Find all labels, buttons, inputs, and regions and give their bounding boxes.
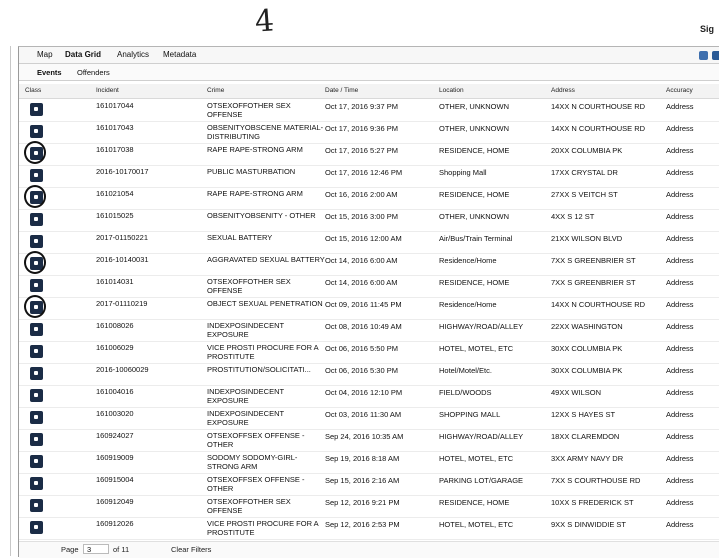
accuracy-cell: Address: [666, 168, 694, 177]
class-icon: [30, 499, 43, 512]
class-icon: [30, 389, 43, 402]
crime-cell: OBSENITYOBSCENE MATERIAL-DISTRIBUTING: [207, 123, 324, 141]
accuracy-cell: Address: [666, 300, 694, 309]
table-row[interactable]: [19, 429, 719, 452]
table-row[interactable]: [19, 253, 719, 276]
incident-cell: 2016-10140031: [96, 255, 149, 264]
accuracy-cell: Address: [666, 234, 694, 243]
accuracy-cell: Address: [666, 520, 694, 529]
address-cell: 10XX S FREDERICK ST: [551, 498, 634, 507]
datetime-cell: Oct 15, 2016 12:00 AM: [325, 234, 402, 243]
col-class-header[interactable]: Class: [25, 87, 42, 94]
incident-cell: 160924027: [96, 431, 134, 440]
accuracy-cell: Address: [666, 366, 694, 375]
datetime-cell: Oct 06, 2016 5:50 PM: [325, 344, 398, 353]
table-row[interactable]: [19, 99, 719, 122]
location-cell: OTHER, UNKNOWN: [439, 124, 509, 133]
class-icon: [30, 521, 43, 534]
crime-cell: INDEXPOSINDECENT EXPOSURE: [207, 321, 284, 339]
handwritten-page-number: 4: [253, 3, 276, 40]
incident-cell: 2016-10060029: [96, 365, 149, 374]
crime-cell: OTSEXOFFSEX OFFENSE - OTHER: [207, 475, 305, 493]
incident-cell: 161014031: [96, 277, 134, 286]
accuracy-cell: Address: [666, 454, 694, 463]
incident-cell: 161017038: [96, 145, 134, 154]
accuracy-cell: Address: [666, 102, 694, 111]
clear-filters-button[interactable]: Clear Filters: [171, 545, 212, 554]
incident-cell: 161017044: [96, 101, 134, 110]
location-cell: Shopping Mall: [439, 168, 487, 177]
crime-cell: RAPE RAPE-STRONG ARM: [207, 145, 303, 154]
address-cell: 14XX N COURTHOUSE RD: [551, 102, 646, 111]
location-cell: Air/Bus/Train Terminal: [439, 234, 513, 243]
datetime-cell: Oct 16, 2016 2:00 AM: [325, 190, 398, 199]
crime-cell: INDEXPOSINDECENT EXPOSURE: [207, 409, 284, 427]
col-accuracy-header[interactable]: Accuracy: [666, 87, 693, 94]
handwritten-circle-mark: [24, 251, 46, 274]
table-row[interactable]: [19, 319, 719, 342]
datetime-cell: Oct 06, 2016 5:30 PM: [325, 366, 398, 375]
address-cell: 49XX WILSON: [551, 388, 602, 397]
accuracy-cell: Address: [666, 322, 694, 331]
class-icon: [30, 125, 43, 138]
crime-cell: AGGRAVATED SEXUAL BATTERY: [207, 255, 325, 264]
handwritten-circle-mark: [24, 141, 46, 164]
incident-cell: 161003020: [96, 409, 134, 418]
crime-cell: OBJECT SEXUAL PENETRATION: [207, 299, 323, 308]
crime-cell: OTSEXOFFOTHER SEX OFFENSE: [207, 101, 291, 119]
location-cell: RESIDENCE, HOME: [439, 498, 510, 507]
accuracy-cell: Address: [666, 344, 694, 353]
datetime-cell: Sep 12, 2016 9:21 PM: [325, 498, 400, 507]
table-row[interactable]: [19, 341, 719, 364]
accuracy-cell: Address: [666, 124, 694, 133]
address-cell: 21XX WILSON BLVD: [551, 234, 623, 243]
address-cell: 27XX S VEITCH ST: [551, 190, 618, 199]
class-icon: [30, 477, 43, 490]
col-datetime-header[interactable]: Date / Time: [325, 87, 359, 94]
address-cell: 9XX S DINWIDDIE ST: [551, 520, 627, 529]
col-location-header[interactable]: Location: [439, 87, 464, 94]
address-cell: 30XX COLUMBIA PK: [551, 366, 623, 375]
location-cell: OTHER, UNKNOWN: [439, 102, 509, 111]
datetime-cell: Sep 24, 2016 10:35 AM: [325, 432, 404, 441]
table-row[interactable]: [19, 385, 719, 408]
incident-cell: 160915004: [96, 475, 134, 484]
crime-cell: OTSEXOFFOTHER SEX OFFENSE: [207, 277, 291, 295]
datetime-cell: Sep 15, 2016 2:16 AM: [325, 476, 400, 485]
table-row[interactable]: [19, 275, 719, 298]
table-row[interactable]: [19, 407, 719, 430]
crime-cell: VICE PROSTI PROCURE FOR A PROSTITUTE: [207, 519, 319, 537]
class-icon: [30, 411, 43, 424]
location-cell: HOTEL, MOTEL, ETC: [439, 520, 514, 529]
table-row[interactable]: [19, 517, 719, 540]
location-cell: FIELD/WOODS: [439, 388, 492, 397]
accuracy-cell: Address: [666, 212, 694, 221]
incident-cell: 2016-10170017: [96, 167, 149, 176]
location-cell: Residence/Home: [439, 256, 497, 265]
datetime-cell: Oct 14, 2016 6:00 AM: [325, 278, 398, 287]
class-icon: [30, 345, 43, 358]
location-cell: HOTEL, MOTEL, ETC: [439, 344, 514, 353]
address-cell: 7XX S GREENBRIER ST: [551, 256, 636, 265]
tab-offenders[interactable]: Offenders: [77, 68, 110, 77]
datetime-cell: Oct 17, 2016 9:37 PM: [325, 102, 398, 111]
datetime-cell: Oct 17, 2016 5:27 PM: [325, 146, 398, 155]
datetime-cell: Oct 04, 2016 12:10 PM: [325, 388, 403, 397]
main-tab-bar: [19, 47, 719, 64]
incident-cell: 2017-01150221: [96, 233, 148, 242]
accuracy-cell: Address: [666, 476, 694, 485]
datetime-cell: Oct 17, 2016 12:46 PM: [325, 168, 403, 177]
datetime-cell: Sep 12, 2016 2:53 PM: [325, 520, 400, 529]
grid-header: [19, 84, 719, 99]
address-cell: 4XX S 12 ST: [551, 212, 595, 221]
address-cell: 7XX S COURTHOUSE RD: [551, 476, 641, 485]
crime-cell: PROSTITUTION/SOLICITATI...: [207, 365, 311, 374]
crime-cell: RAPE RAPE-STRONG ARM: [207, 189, 303, 198]
table-row[interactable]: [19, 209, 719, 232]
corner-label: Sig: [700, 24, 715, 34]
table-row[interactable]: [19, 363, 719, 386]
address-cell: 17XX CRYSTAL DR: [551, 168, 618, 177]
class-icon: [30, 213, 43, 226]
address-cell: 14XX N COURTHOUSE RD: [551, 124, 646, 133]
handwritten-circle-mark: [24, 185, 46, 208]
datetime-cell: Oct 17, 2016 9:36 PM: [325, 124, 398, 133]
tab-metadata[interactable]: Metadata: [163, 50, 197, 59]
location-cell: Hotel/Motel/Etc.: [439, 366, 492, 375]
col-address-header[interactable]: Address: [551, 87, 575, 94]
location-cell: RESIDENCE, HOME: [439, 278, 510, 287]
location-cell: Residence/Home: [439, 300, 497, 309]
col-incident-header[interactable]: Incident: [96, 87, 119, 94]
table-row[interactable]: [19, 297, 719, 320]
incident-cell: 161017043: [96, 123, 134, 132]
address-cell: 14XX N COURTHOUSE RD: [551, 300, 646, 309]
location-cell: OTHER, UNKNOWN: [439, 212, 509, 221]
table-row[interactable]: [19, 187, 719, 210]
accuracy-cell: Address: [666, 190, 694, 199]
page-input[interactable]: 3: [83, 544, 109, 554]
location-cell: RESIDENCE, HOME: [439, 146, 510, 155]
accuracy-cell: Address: [666, 432, 694, 441]
location-cell: PARKING LOT/GARAGE: [439, 476, 524, 485]
table-row[interactable]: [19, 143, 719, 166]
address-cell: 12XX S HAYES ST: [551, 410, 616, 419]
table-row[interactable]: [19, 495, 719, 518]
address-cell: 18XX CLAREMDON: [551, 432, 620, 441]
crime-cell: INDEXPOSINDECENT EXPOSURE: [207, 387, 284, 405]
handwritten-circle-mark: [24, 295, 46, 318]
accuracy-cell: Address: [666, 388, 694, 397]
datetime-cell: Oct 15, 2016 3:00 PM: [325, 212, 398, 221]
crime-cell: VICE PROSTI PROCURE FOR A PROSTITUTE: [207, 343, 319, 361]
page-label: Page: [61, 545, 79, 554]
class-icon: [30, 103, 43, 116]
class-icon: [30, 433, 43, 446]
accuracy-cell: Address: [666, 256, 694, 265]
class-icon: [30, 323, 43, 336]
incident-cell: 161008026: [96, 321, 134, 330]
address-cell: 3XX ARMY NAVY DR: [551, 454, 624, 463]
sub-tab-bar: [19, 64, 719, 81]
datetime-cell: Oct 14, 2016 6:00 AM: [325, 256, 398, 265]
location-cell: HIGHWAY/ROAD/ALLEY: [439, 432, 524, 441]
crime-cell: OBSENITYOBSENITY - OTHER: [207, 211, 316, 220]
location-cell: RESIDENCE, HOME: [439, 190, 510, 199]
page-edge-line: [10, 46, 11, 556]
crime-cell: OTSEXOFFSEX OFFENSE - OTHER: [207, 431, 305, 449]
app-window: [18, 46, 719, 557]
crime-cell: SEXUAL BATTERY: [207, 233, 273, 242]
table-row[interactable]: [19, 231, 719, 254]
datetime-cell: Oct 09, 2016 11:45 PM: [325, 300, 402, 309]
datetime-cell: Oct 03, 2016 11:30 AM: [325, 410, 402, 419]
class-icon: [30, 279, 43, 292]
incident-cell: 161006029: [96, 343, 134, 352]
tab-data-grid[interactable]: Data Grid: [65, 50, 102, 59]
incident-cell: 161004016: [96, 387, 134, 396]
class-icon: [30, 367, 43, 380]
class-icon: [30, 235, 43, 248]
export-icon[interactable]: [699, 51, 708, 60]
col-crime-header[interactable]: Crime: [207, 87, 225, 94]
tab-map[interactable]: Map: [37, 50, 53, 59]
accuracy-cell: Address: [666, 498, 694, 507]
address-cell: 30XX COLUMBIA PK: [551, 344, 623, 353]
settings-icon[interactable]: [712, 51, 719, 60]
table-row[interactable]: [19, 165, 719, 188]
incident-cell: 2017-01110219: [96, 299, 148, 308]
tab-events[interactable]: Events: [37, 68, 62, 77]
crime-cell: SODOMY SODOMY-GIRL-STRONG ARM: [207, 453, 298, 471]
datetime-cell: Sep 19, 2016 8:18 AM: [325, 454, 400, 463]
table-row[interactable]: [19, 473, 719, 496]
incident-cell: 161021054: [96, 189, 134, 198]
incident-cell: 160912049: [96, 497, 134, 506]
location-cell: HIGHWAY/ROAD/ALLEY: [439, 322, 524, 331]
page-count: of 11: [113, 545, 130, 554]
crime-cell: PUBLIC MASTURBATION: [207, 167, 296, 176]
class-icon: [30, 455, 43, 468]
location-cell: SHOPPING MALL: [439, 410, 501, 419]
incident-cell: 160912026: [96, 519, 134, 528]
location-cell: HOTEL, MOTEL, ETC: [439, 454, 514, 463]
incident-cell: 160919009: [96, 453, 134, 462]
accuracy-cell: Address: [666, 410, 694, 419]
table-row[interactable]: [19, 451, 719, 474]
address-cell: 22XX WASHINGTON: [551, 322, 623, 331]
tab-analytics[interactable]: Analytics: [117, 50, 150, 59]
crime-cell: OTSEXOFFOTHER SEX OFFENSE: [207, 497, 291, 515]
datetime-cell: Oct 08, 2016 10:49 AM: [325, 322, 402, 331]
class-icon: [30, 169, 43, 182]
accuracy-cell: Address: [666, 146, 694, 155]
incident-cell: 161015025: [96, 211, 134, 220]
address-cell: 20XX COLUMBIA PK: [551, 146, 623, 155]
table-row[interactable]: [19, 121, 719, 144]
address-cell: 7XX S GREENBRIER ST: [551, 278, 636, 287]
pager: [19, 541, 719, 558]
accuracy-cell: Address: [666, 278, 694, 287]
